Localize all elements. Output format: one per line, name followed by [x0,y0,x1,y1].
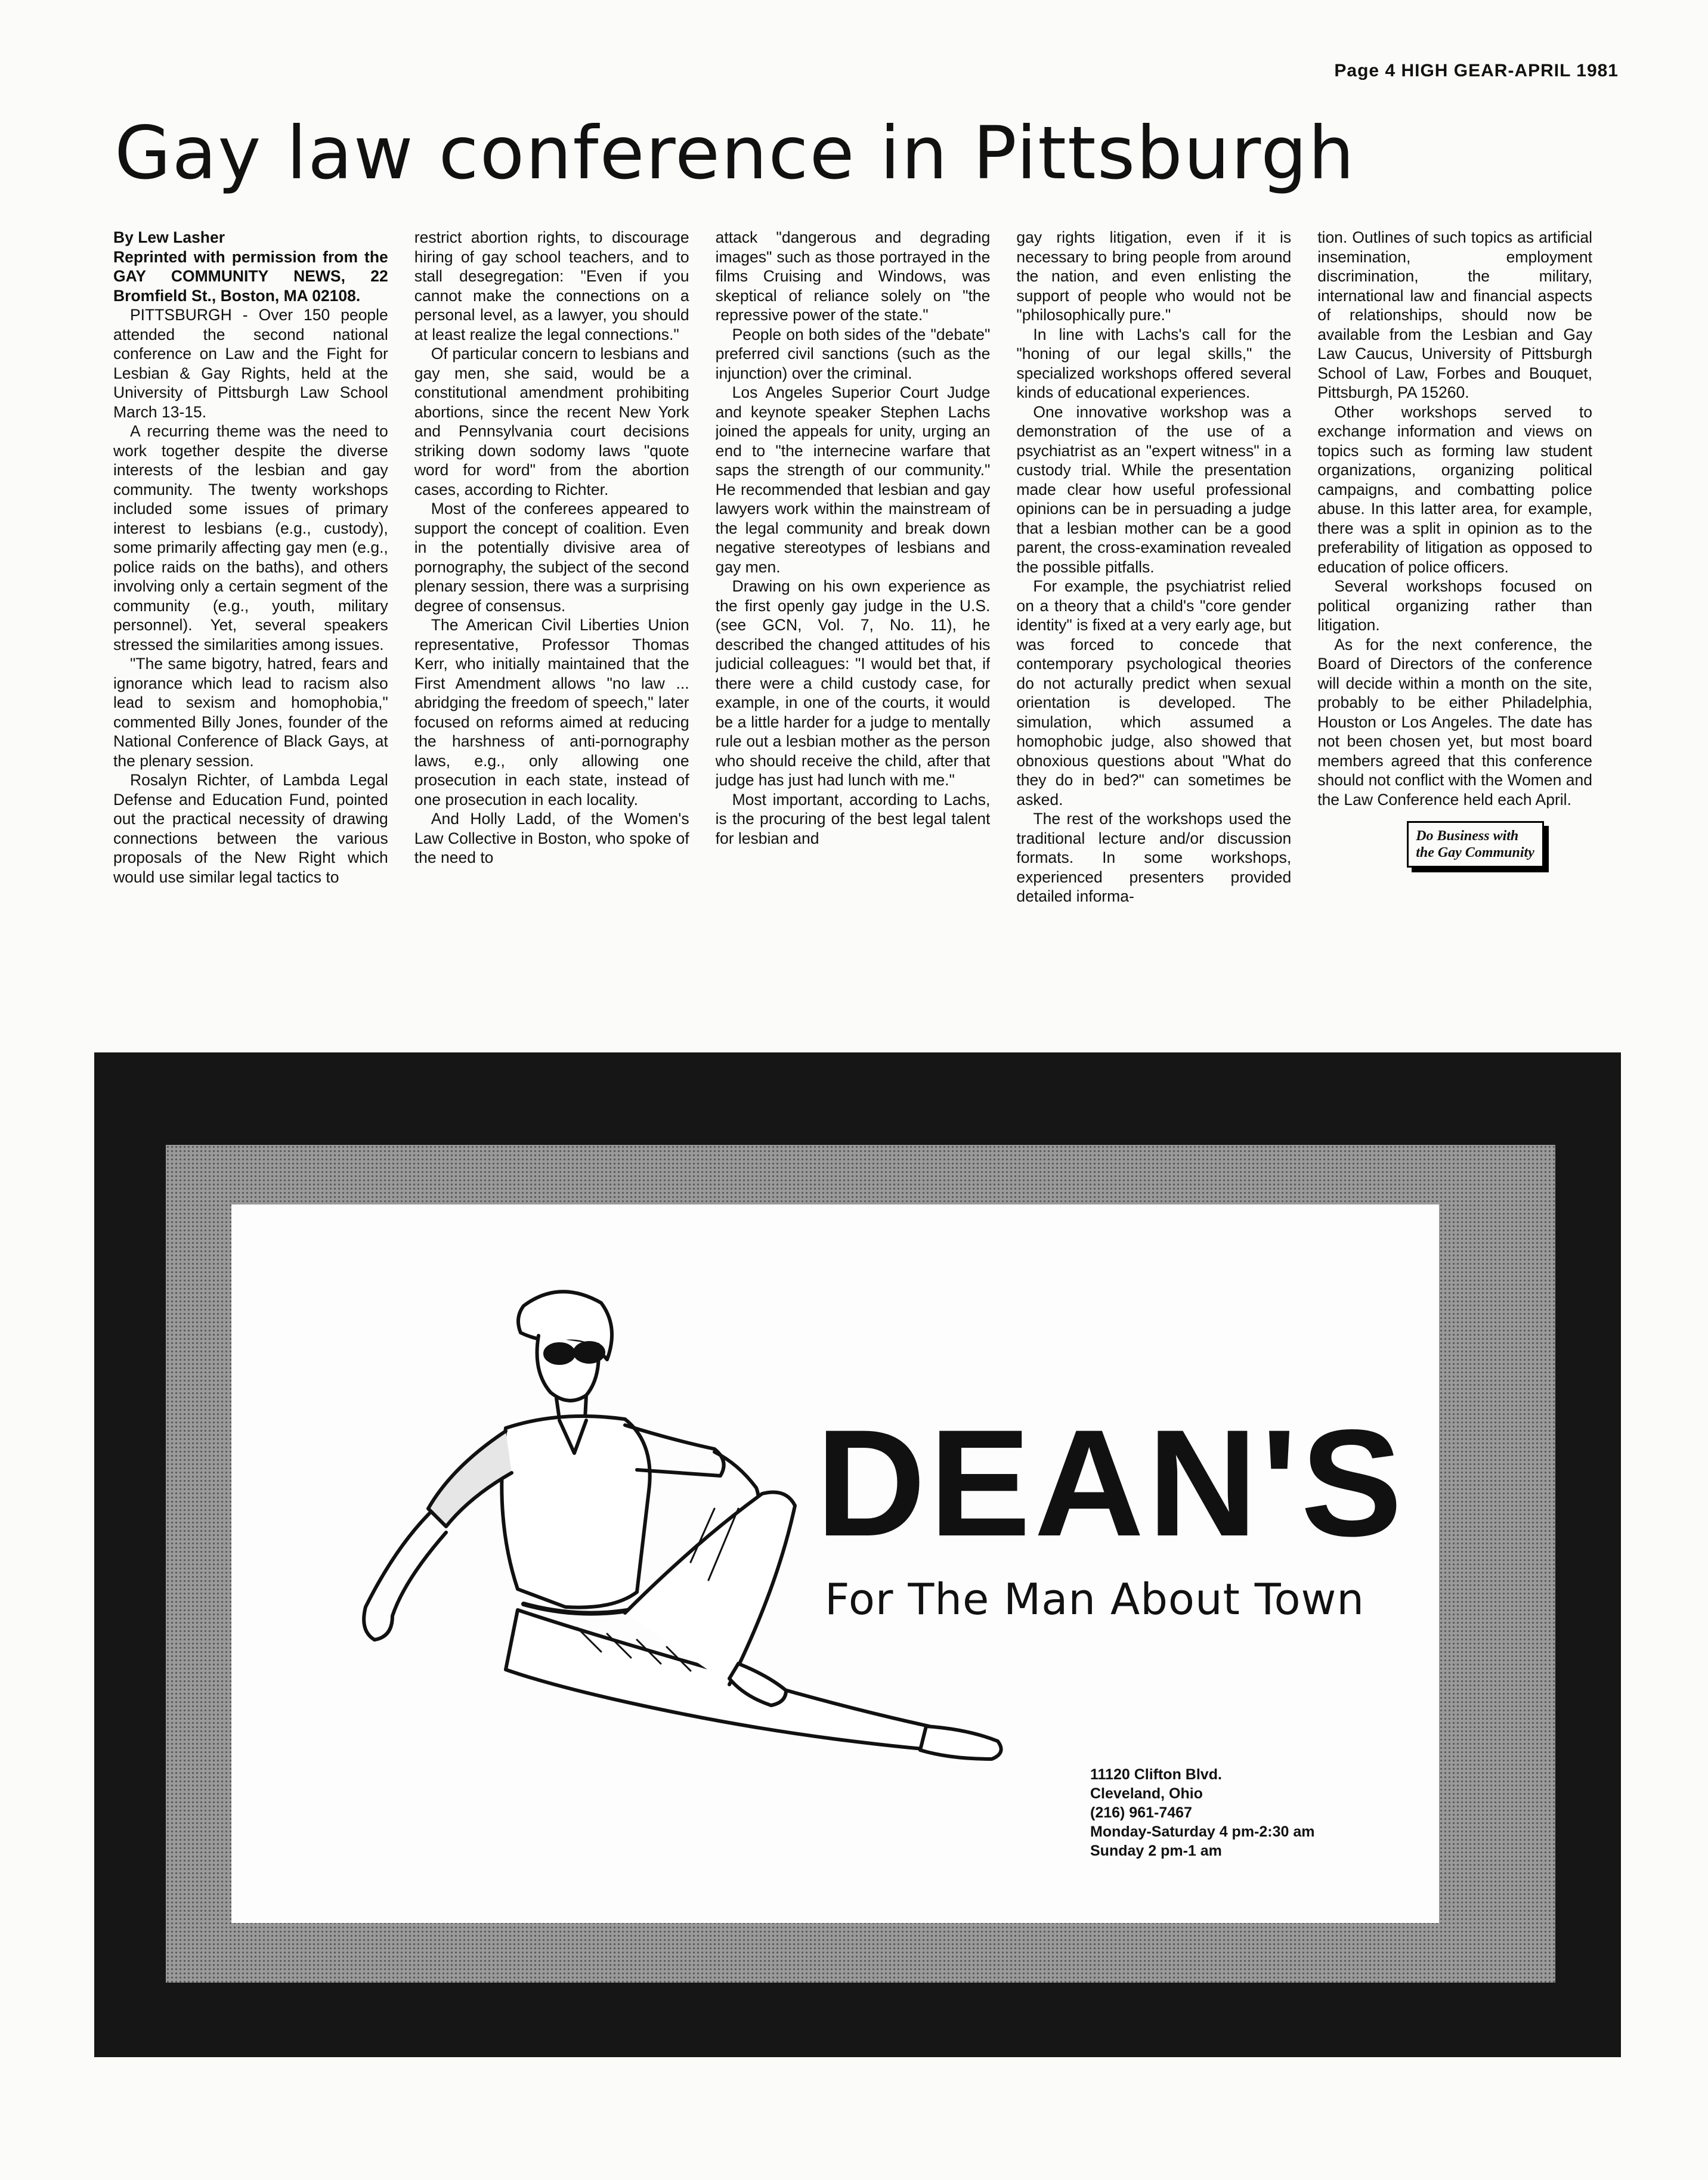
paragraph: Of particular concern to lesbians and gay men, she said, would be a constitutional amendment prohibiting abortions, since the recent New York and Pennsylvania court decisions striking down sodomy laws "quote word for word" from the abortion cases, according to Richter. [414,345,689,498]
paragraph: tion. Outlines of such topics as artificial insemination, employment discrimination, the military, international law and financial aspects of relationships, should now be available from the Lesbian and Gay Law Caucus, University of Pittsburgh School of Law, Forbes and Bouquet, Pittsburgh, PA 15260. [1317,228,1592,401]
paragraph: And Holly Ladd, of the Women's Law Collective in Boston, who spoke of the need to [414,810,689,866]
article-column-1 [113,228,388,1051]
paragraph: For example, the psychiatrist relied on a theory that a child's "core gender identity" is fixed at a very early age, but was forced to concede that contemporary psychological theories do not acturally predict when sexual orientation is developed. The simulation, which assumed a homophobic judge, also showed that obnoxious questions about "What do they do in bed?" can sometimes be asked. [1016,577,1292,809]
paragraph: The rest of the workshops used the traditional lecture and/or discussion formats. In some workshops, experienced presenters provided detailed informa- [1016,810,1292,905]
paragraph: Most of the conferees appeared to support the concept of coalition. Even in the potentially divisive area of pornography, the subject of the second plenary session, there was a surprising degree of consensus. [414,500,689,615]
paragraph: One innovative workshop was a demonstration of the use of a psychiatrist as an "expert witness" in a custody trial. While the presentation made clear how useful professional opinions can be in persuading a judge that a lesbian mother can be a good parent, the cross-examination revealed the possible pitfalls. [1016,402,1292,576]
paragraph: Rosalyn Richter, of Lambda Legal Defense and Education Fund, pointed out the practical necessity of drawing connections between the various proposals of the New Right which would use similar legal tactics to [113,771,388,886]
ad-hours-sunday: Sunday 2 pm-1 am [1090,1843,1222,1859]
ad-business-name: DEAN'S [816,1398,1406,1568]
page-folio: Page 4 HIGH GEAR-APRIL 1981 [1334,61,1619,80]
paragraph: "The same bigotry, hatred, fears and ignorance which lead to racism also lead to sexism and homophobia," commented Billy Jones, founder of the National Conference of Black Gays, at the plenary session. [113,655,388,770]
promo-box: Do Business with the Gay Community [1407,821,1544,868]
paragraph: The American Civil Liberties Union representative, Professor Thomas Kerr, who initially maintained that the First Amendment allows "no law ... abridging the freedom of speech," later focused on reforms aimed at reducing the harshness of anti-pornography laws, e.g., only allowing one prosecution in each state, instead of one prosecution in each locality. [414,616,689,809]
paragraph: Most important, according to Lachs, is the procuring of the best legal talent for lesbian and [715,790,991,847]
paragraph: Other workshops served to exchange information and views on topics such as forming law student organizations, organizing political campaigns, and combatting police abuse. In this latter area, for example, there was a split in opinion as to the preferability of litigation as opposed to education of police officers. [1317,402,1592,576]
paragraph: A recurring theme was the need to work together despite the diverse interests of the lesbian and gay community. The twenty workshops included some issues of primary interest to lesbians (e.g., custody), some primarily affecting gay men (e.g., police raids on the baths), and others involving only a certain segment of the community (e.g., youth, military personnel). Yet, several speakers stressed the similarities among issues. [113,422,388,654]
ad-hours-weekday: Monday-Saturday 4 pm-2:30 am [1090,1823,1315,1840]
paragraph: PITTSBURGH - Over 150 people attended the second national conference on Law and the Fight for Lesbian & Gay Rights, held at the University of Pittsburgh Law School March 13-15. [113,306,388,421]
article-column-5 [1317,228,1592,1051]
paragraph: restrict abortion rights, to discourage hiring of gay school teachers, and to stall desegregation: "Even if you cannot make the connections on a personal level, as a lawyer, you should at least realize the legal connections." [414,228,689,343]
paragraph: In line with Lachs's call for the "honing of our legal skills," the specialized workshops offered several kinds of educational experiences. [1016,325,1292,401]
article-body [113,228,1592,1051]
paragraph: gay rights litigation, even if it is necessary to bring people from around the nation, and even enlisting the support of people who would not be "philosophically pure." [1016,228,1292,324]
paragraph: attack "dangerous and degrading images" such as those portrayed in the films Cruising and Windows, was skeptical of reliance solely on "the repressive power of the state." [715,228,991,324]
ad-panel [231,1204,1439,1923]
ad-city: Cleveland, Ohio [1090,1785,1203,1802]
paragraph: Several workshops focused on political organizing rather than litigation. [1317,577,1592,634]
article-column-2 [414,228,689,1051]
deans-advertisement [94,1052,1621,2057]
paragraph: Los Angeles Superior Court Judge and keynote speaker Stephen Lachs joined the appeals for unity, urging an end to "the internecine warfare that saps the strength of our community." He recommended that lesbian and gay lawyers work within the mainstream of the legal community and break down negative stereotypes of lesbians and gay men. [715,383,991,576]
paragraph: Drawing on his own experience as the first openly gay judge in the U.S. (see GCN, Vol. 7, No. 11), he described the changed attitudes of his judicial colleagues: "I would bet that, if there were a child custody case, for example, in one of the courts, it would be a little harder for a judge to mentally rule out a lesbian mother as the person who should receive the child, after that judge has just had lunch with me." [715,577,991,789]
article-column-3 [716,228,991,1051]
ad-street: 11120 Clifton Blvd. [1090,1766,1222,1783]
reprint-credit: Reprinted with permission from the GAY COMMUNITY NEWS, 22 Bromfield St., Boston, MA 02108. [113,247,388,305]
ad-phone: (216) 961-7467 [1090,1804,1192,1821]
paragraph: People on both sides of the "debate" preferred civil sanctions (such as the injunction) over the criminal. [715,325,991,382]
ad-address-block [1090,1765,1315,1860]
byline: By Lew Lasher [113,228,225,246]
paragraph: As for the next conference, the Board of Directors of the conference will decide within a month on the site, probably to be either Philadelphia, Houston or Los Angeles. The date has not been chosen yet, but most board members agreed that this conference should not conflict with the Women and the Law Conference held each April. [1317,635,1592,809]
ad-tagline: For The Man About Town [825,1574,1365,1624]
ad-halftone-frame [166,1145,1555,1983]
article-column-4 [1016,228,1291,1051]
article-headline: Gay law conference in Pittsburgh [115,111,1356,196]
